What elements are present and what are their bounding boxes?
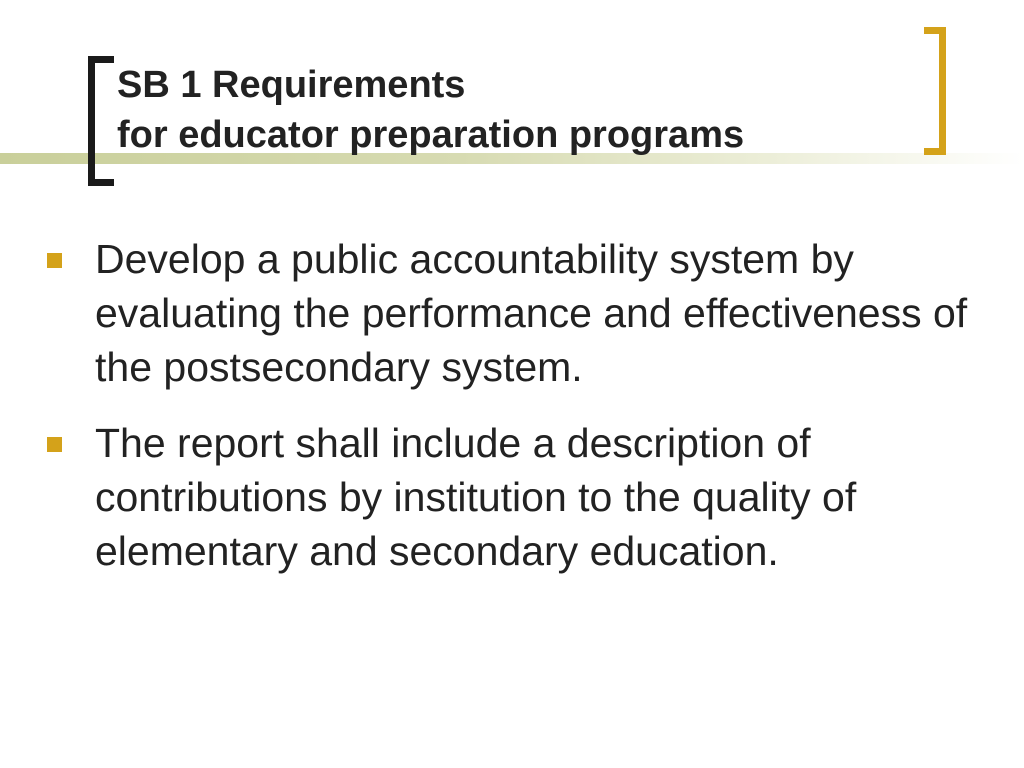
right-bracket-decoration xyxy=(924,27,946,155)
bullet-item xyxy=(45,416,985,578)
slide-title-line-1: SB 1 Requirements xyxy=(117,64,466,106)
bullet-list xyxy=(45,232,985,600)
bullet-text: Develop a public accountability system by evaluating the performance and effectiveness of the postsecondary system. xyxy=(95,236,968,390)
slide-title xyxy=(117,60,744,160)
square-bullet-icon xyxy=(47,253,62,268)
square-bullet-icon xyxy=(47,437,62,452)
left-bracket-decoration xyxy=(88,56,114,186)
slide-title-line-2: for educator preparation programs xyxy=(117,114,745,156)
bullet-text: The report shall include a description of contributions by institution to the quality of elementary and secondary education. xyxy=(95,420,857,574)
bullet-item xyxy=(45,232,985,394)
